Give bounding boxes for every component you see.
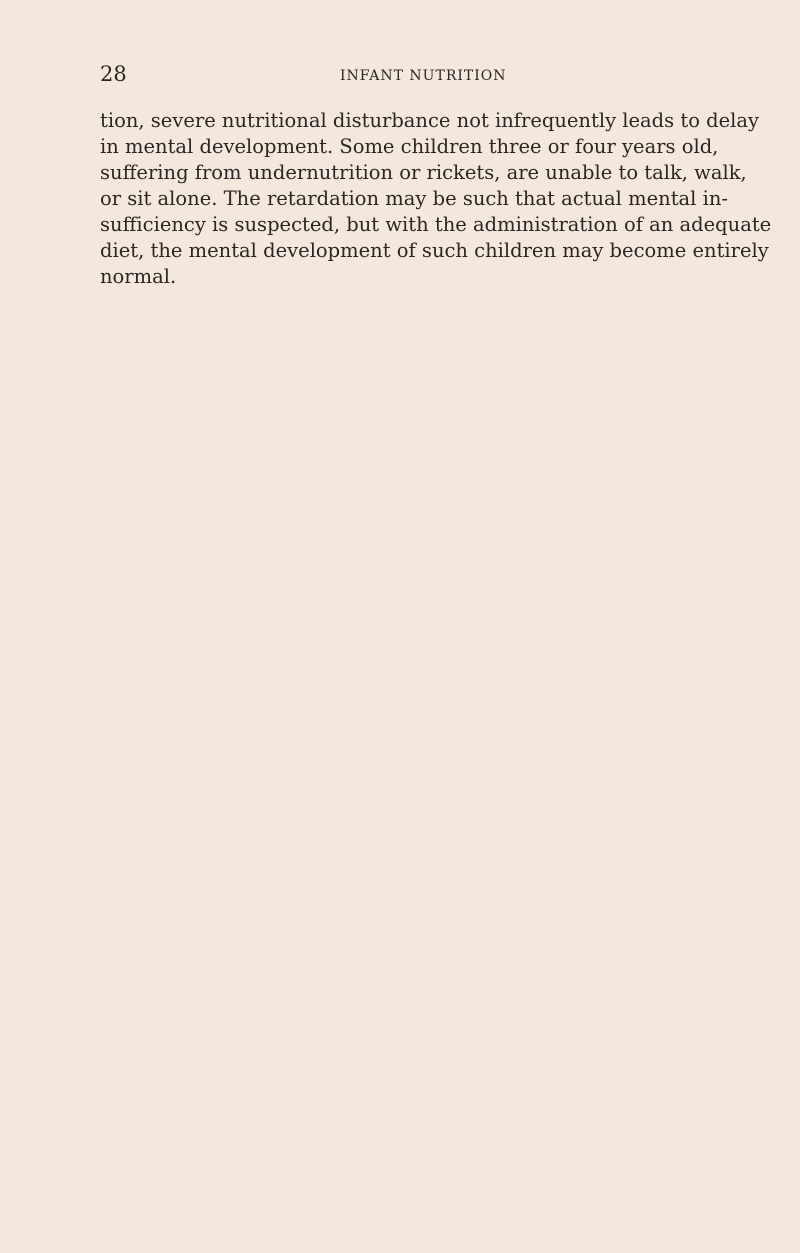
text-line: tion, severe nutritional disturbance not infrequently leads to delay [100,109,760,132]
page-number: 28 [100,62,127,86]
text-line: normal. [100,265,177,288]
text-line: sufficiency is suspected, but with the administration of an adequate [100,213,772,236]
text-line: or sit alone. The retardation may be such that actual mental in- [100,187,728,210]
body-paragraph [100,108,772,290]
text-line: diet, the mental development of such children may become entirely [100,239,769,262]
running-title: INFANT NUTRITION [340,68,507,84]
text-line: in mental development. Some children three or four years old, [100,135,719,158]
text-line: suffering from undernutrition or rickets, are unable to talk, walk, [100,161,747,184]
